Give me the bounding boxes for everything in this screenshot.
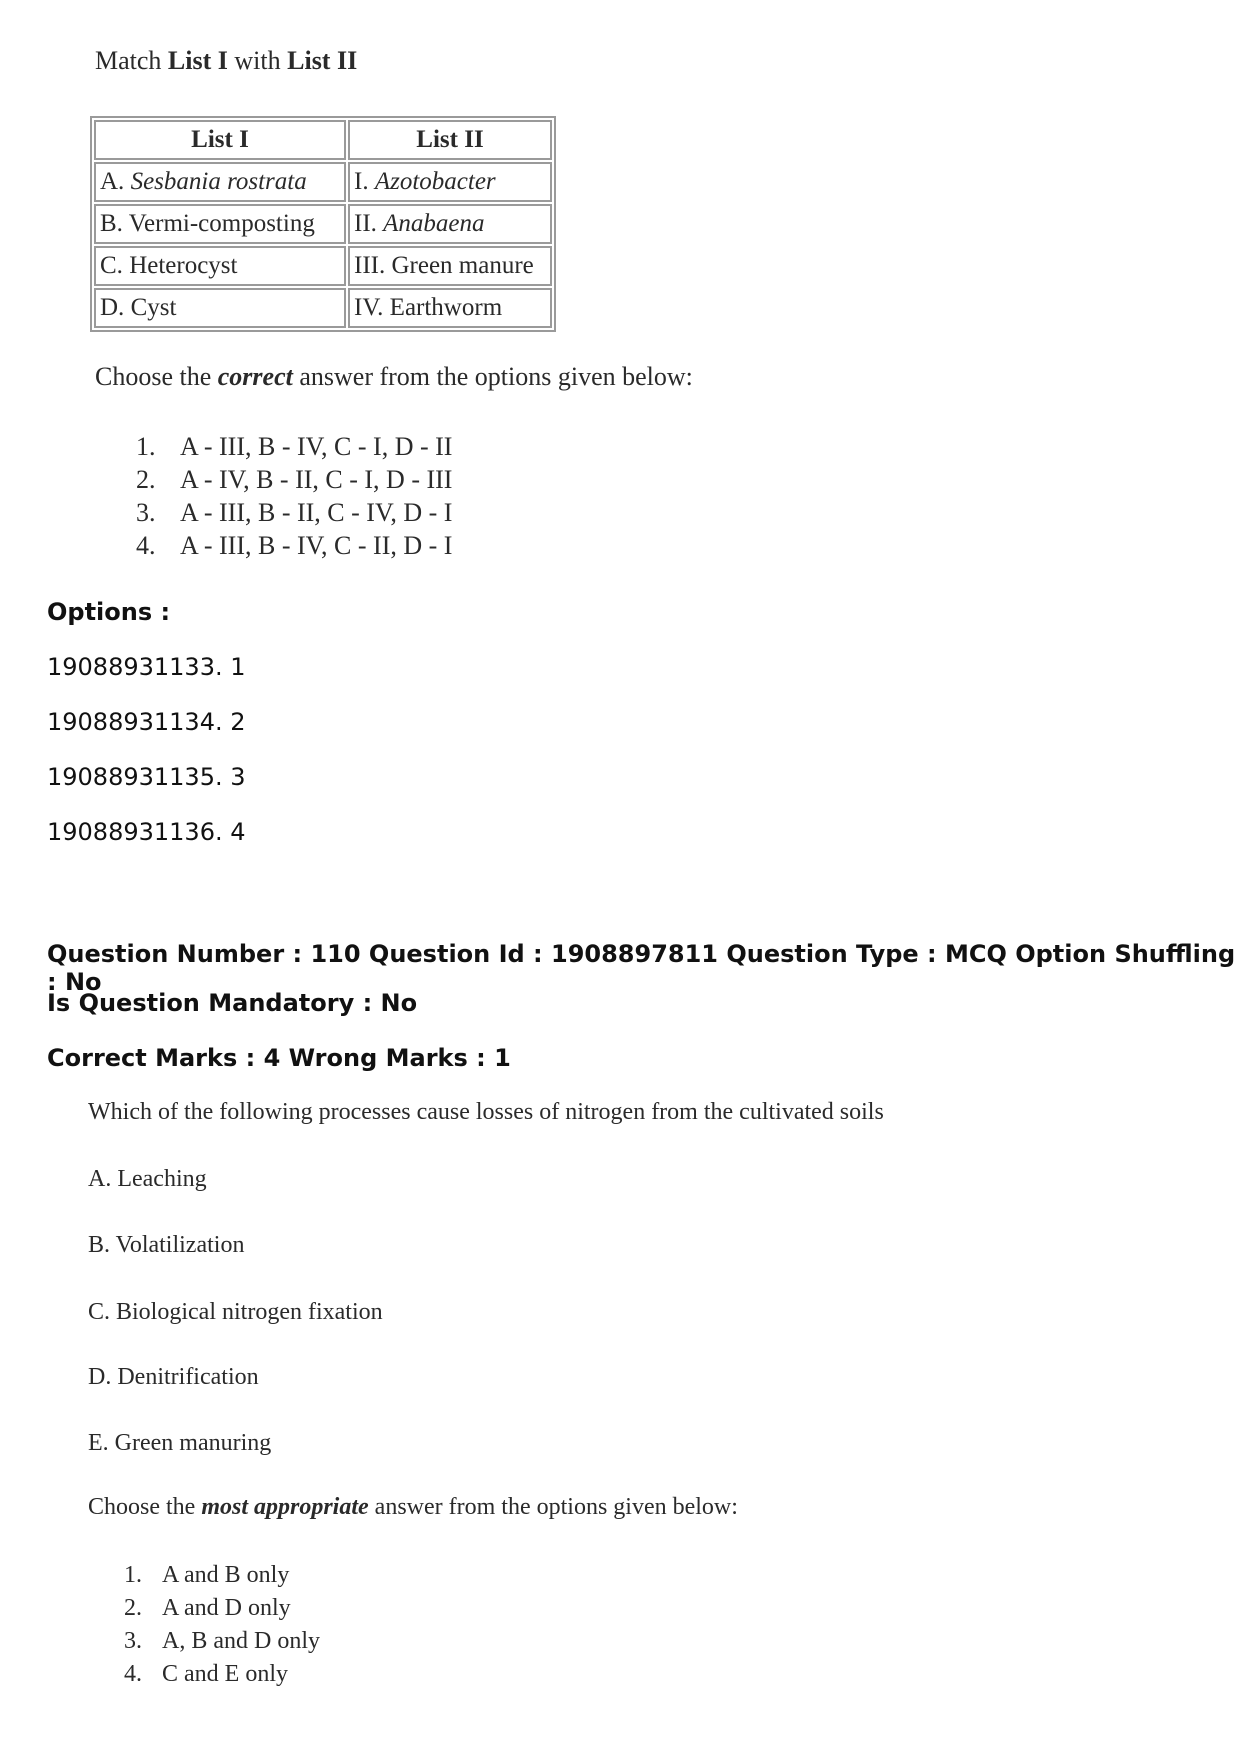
q1-intro-mid: with (227, 46, 288, 75)
instruction-pre: Choose the (88, 1494, 202, 1520)
table-row (94, 162, 552, 202)
list-item (124, 1625, 320, 1658)
item-number: 4. (136, 531, 156, 560)
q1-intro (95, 46, 357, 76)
match-table-header (94, 120, 552, 160)
list-item (136, 463, 452, 496)
list-item (136, 430, 452, 463)
cell-text: Anabaena (383, 210, 485, 237)
list-item (124, 1592, 320, 1625)
instruction-emphasis: most appropriate (201, 1494, 369, 1520)
q1-intro-pre: Match (95, 46, 168, 75)
item-number: 1. (136, 432, 156, 461)
header-list-i: List I (94, 120, 346, 160)
q1-instruction (95, 362, 693, 392)
table-row (94, 246, 552, 286)
instruction-post: answer from the options given below: (368, 1494, 738, 1520)
cell-text: Azotobacter (374, 168, 496, 195)
item-text: A, B and D only (162, 1628, 320, 1654)
list-i-cell (94, 288, 346, 328)
q2-statement: D. Denitrification (88, 1364, 259, 1390)
list-item (124, 1559, 320, 1592)
cell-text: Cyst (130, 294, 177, 321)
option-4: 19088931136. 4 (47, 818, 246, 846)
cell-prefix: C. (100, 252, 130, 279)
item-text: A - IV, B - II, C - I, D - III (180, 465, 453, 494)
q2-statement: E. Green manuring (88, 1430, 272, 1456)
item-number: 3. (136, 498, 156, 527)
list-item (124, 1658, 320, 1691)
q1-intro-list1: List I (167, 46, 228, 75)
q2-statement: C. Biological nitrogen fixation (88, 1299, 383, 1325)
cell-prefix: A. (100, 168, 131, 195)
question-meta-line: Question Number : 110 Question Id : 1908897811 Question Type : MCQ Option Shuffling : No (47, 940, 1236, 996)
match-table (90, 116, 556, 332)
table-row (94, 204, 552, 244)
q1-intro-list2: List II (287, 46, 358, 75)
cell-prefix: IV. (354, 294, 390, 321)
q2-stem: Which of the following processes cause losses of nitrogen from the cultivated soils (88, 1099, 884, 1125)
cell-text: Earthworm (389, 294, 503, 321)
cell-text: Green manure (391, 252, 534, 279)
instruction-pre: Choose the (95, 362, 218, 391)
option-1: 19088931133. 1 (47, 653, 246, 681)
cell-text: Heterocyst (129, 252, 238, 279)
cell-text: Sesbania rostrata (130, 168, 307, 195)
table-row (94, 288, 552, 328)
item-text: A and B only (162, 1562, 290, 1588)
question-marks-line: Correct Marks : 4 Wrong Marks : 1 (47, 1044, 511, 1072)
cell-prefix: I. (354, 168, 375, 195)
option-2: 19088931134. 2 (47, 708, 246, 736)
header-list-ii: List II (348, 120, 552, 160)
item-text: C and E only (162, 1661, 288, 1687)
cell-prefix: D. (100, 294, 131, 321)
options-heading: Options : (47, 598, 171, 626)
item-number: 1. (124, 1562, 142, 1588)
q2-instruction (88, 1494, 738, 1521)
item-number: 4. (124, 1661, 142, 1687)
option-3: 19088931135. 3 (47, 763, 246, 791)
item-number: 3. (124, 1628, 142, 1654)
list-ii-cell (348, 288, 552, 328)
item-text: A - III, B - II, C - IV, D - I (180, 498, 453, 527)
cell-prefix: II. (354, 210, 384, 237)
list-item (136, 496, 452, 529)
list-item (136, 529, 452, 562)
cell-text: Vermi-composting (128, 210, 315, 237)
item-number: 2. (124, 1595, 142, 1621)
list-ii-cell (348, 246, 552, 286)
item-text: A - III, B - IV, C - I, D - II (180, 432, 453, 461)
q2-answer-list (124, 1559, 320, 1691)
list-ii-cell (348, 162, 552, 202)
cell-prefix: B. (100, 210, 129, 237)
list-ii-cell (348, 204, 552, 244)
q1-answer-list (136, 430, 452, 562)
question-mandatory-line: Is Question Mandatory : No (47, 989, 418, 1017)
q2-statement: B. Volatilization (88, 1232, 245, 1258)
q2-statement: A. Leaching (88, 1166, 207, 1192)
instruction-emphasis: correct (217, 362, 293, 391)
instruction-post: answer from the options given below: (292, 362, 693, 391)
list-i-cell (94, 246, 346, 286)
list-i-cell (94, 204, 346, 244)
item-text: A - III, B - IV, C - II, D - I (180, 531, 453, 560)
item-number: 2. (136, 465, 156, 494)
list-i-cell (94, 162, 346, 202)
cell-prefix: III. (354, 252, 392, 279)
item-text: A and D only (162, 1595, 291, 1621)
